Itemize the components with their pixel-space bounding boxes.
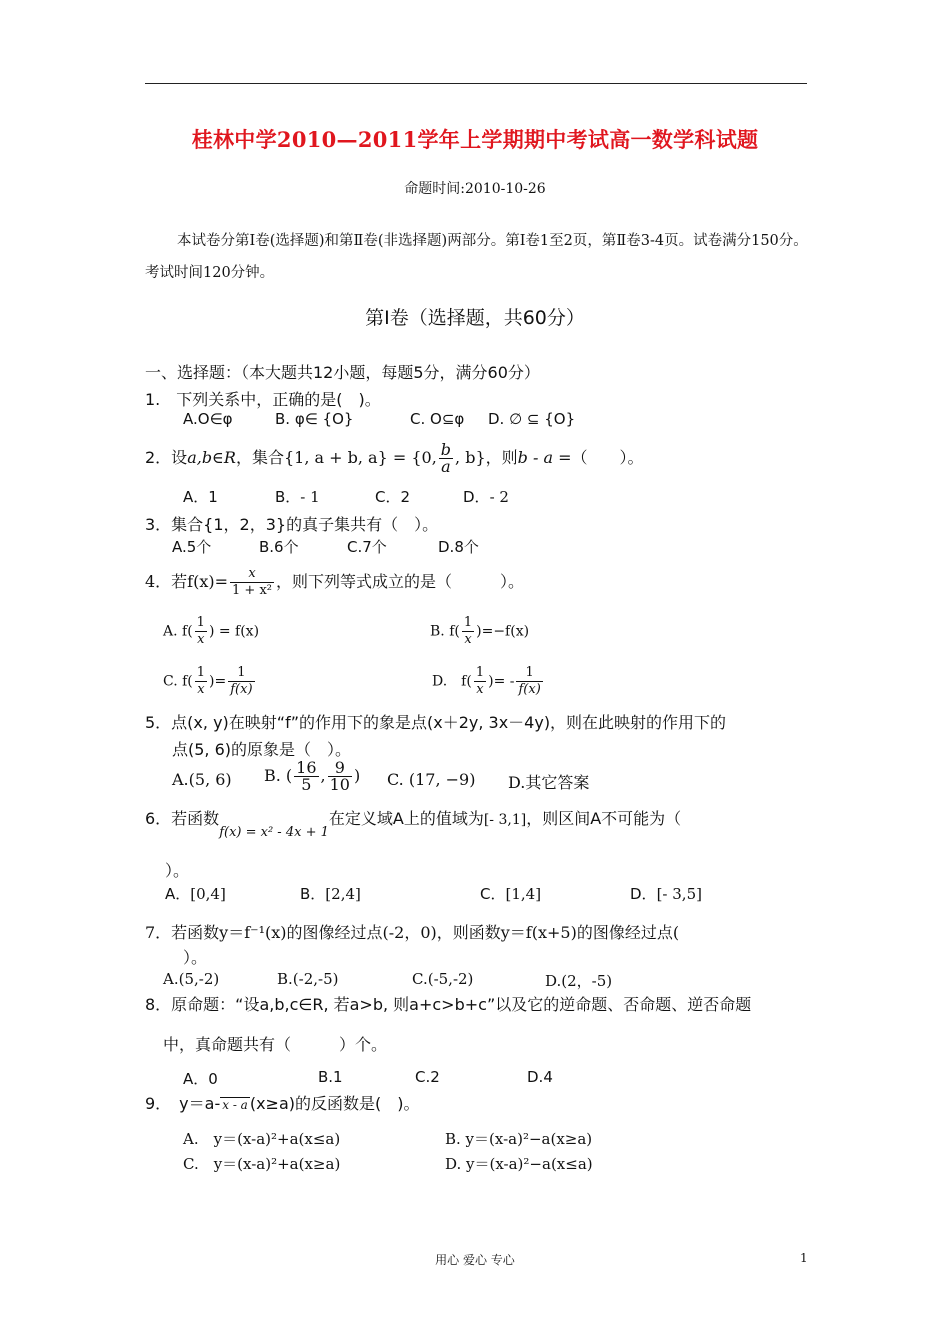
q2-stem xyxy=(145,441,644,475)
q5-line-2: 点(5, 6)的原象是（ ）。 xyxy=(172,740,352,759)
q4-d-num: 1 xyxy=(475,665,485,680)
q9-option-a: A. y＝(x-a)²+a(x≤a) xyxy=(183,1130,341,1148)
q4-option-a xyxy=(163,615,259,648)
q9-option-d: D. y＝(x-a)²−a(x≤a) xyxy=(445,1155,593,1173)
q4-option-c-frac xyxy=(195,665,207,698)
q2-fraction xyxy=(439,442,453,475)
q2-text-2: ，集合 xyxy=(235,448,284,467)
q8-line-1: 8．原命题：“设a,b,c∈R, 若a>b, 则a+c>b+c”以及它的逆命题、否命题、逆否命题 xyxy=(145,995,752,1014)
q9-text-1: 9． y＝a- xyxy=(145,1094,221,1113)
q2-text-3: ，则 xyxy=(485,448,518,467)
q4-b-num: 1 xyxy=(463,615,473,630)
q2-text-4: （ ）。 xyxy=(571,448,644,467)
q9-text-2: (x≥a)的反函数是( )。 xyxy=(249,1094,420,1113)
q8-option-c: C.2 xyxy=(415,1068,440,1086)
q5-b-post: ) xyxy=(353,766,361,785)
q4-option-c-pre: C. f( xyxy=(163,673,193,690)
q2-option-b-value: - 1 xyxy=(300,488,320,506)
q4-c-den: x xyxy=(197,682,205,697)
q4-option-d-rhs xyxy=(516,665,542,698)
q5-b-pre: B. ( xyxy=(264,766,293,785)
exam-intro: 本试卷分第Ⅰ卷(选择题)和第Ⅱ卷(非选择题)两部分。第Ⅰ卷1至2页，第Ⅱ卷3-4页。试卷满分150分。考试时间120分钟。 xyxy=(145,233,808,281)
q4-option-a-pre: A. f( xyxy=(163,623,193,640)
q6-a-label: A． xyxy=(165,885,191,903)
q7-option-a: A.(5,-2) xyxy=(163,970,220,988)
q5-b-d2: 10 xyxy=(329,775,350,794)
q4-d-den: x xyxy=(476,682,484,697)
q1-option-c: C. O⊆φ xyxy=(410,410,465,428)
q6-d-value: [- 3,5] xyxy=(656,885,702,903)
exam-date: 命题时间:2010-10-26 xyxy=(404,181,546,197)
q5-option-b: B. ( $\frac{16}{5}$ , $\frac{9}{10}$ ) xyxy=(264,758,361,794)
q4-option-c-rhs xyxy=(228,665,254,698)
q6-c-value: [1,4] xyxy=(505,885,542,903)
q5-b-n1: 16 xyxy=(296,758,317,777)
q2-frac-num: b xyxy=(440,440,452,459)
q6-option-c xyxy=(480,883,541,904)
q4-b-den: x xyxy=(464,632,472,647)
q8-line-2: 中，真命题共有（ ）个。 xyxy=(163,1035,388,1054)
q4-c-rhs-den: f(x) xyxy=(230,682,253,697)
q2-frac-den: a xyxy=(441,457,451,476)
q4-option-a-frac xyxy=(195,615,207,648)
q8-option-d: D.4 xyxy=(527,1068,553,1086)
q5-b-frac-1 xyxy=(294,760,318,793)
exam-title: 桂林中学2010—2011学年上学期期中考试高一数学科试题 xyxy=(191,127,759,152)
q5-option-d: D.其它答案 xyxy=(508,773,590,792)
q1-option-a: A.O∈φ xyxy=(183,410,233,428)
q6-option-b xyxy=(300,883,361,904)
q2-ab: a,b∈R xyxy=(187,448,236,467)
q6-function: f(x) = x² - 4x + 1 xyxy=(219,825,329,840)
q9-radical: x - a xyxy=(222,1098,248,1112)
page-footer: 用心 爱心 专心 xyxy=(435,1253,515,1267)
q4-option-d-frac xyxy=(474,665,486,698)
q7-line-1: 7．若函数y＝f⁻¹(x)的图像经过点(-2，0)，则函数y＝f(x+5)的图像经过点( xyxy=(145,923,680,942)
q4-frac-num: x xyxy=(230,566,274,583)
q2-text-1: 2．设 xyxy=(145,448,188,467)
page-number: 1 xyxy=(800,1251,808,1265)
q4-frac-den: 1 + x² xyxy=(232,583,273,598)
q1-option-b: B. φ∈ {O} xyxy=(275,410,354,428)
q5-option-c: C. (17, −9) xyxy=(387,770,476,789)
q4-a-num: 1 xyxy=(196,615,205,630)
q3-option-c: C.7个 xyxy=(347,538,387,556)
q5-b-d1: 5 xyxy=(301,775,312,794)
q2-option-d-value: - 2 xyxy=(489,488,509,506)
q6-option-d xyxy=(630,883,702,904)
q4-option-b-post: )=−f(x) xyxy=(476,623,530,640)
q3-option-d: D.8个 xyxy=(438,538,479,556)
q2-set-right: , b} xyxy=(455,448,486,467)
q4-stem xyxy=(145,565,524,599)
q2-option-d xyxy=(463,486,509,507)
q3-stem: 3．集合{1，2，3}的真子集共有（ ）。 xyxy=(145,515,439,534)
header-rule xyxy=(145,83,807,84)
q6-range: [- 3,1] xyxy=(483,812,527,828)
q6-c-label: C． xyxy=(480,885,506,903)
q2-option-b-label: B． xyxy=(275,488,301,506)
q4-c-num: 1 xyxy=(196,665,206,680)
q6-line-2: ）。 xyxy=(165,861,190,880)
q3-option-a: A.5个 xyxy=(172,538,212,556)
q1-option-d: D. ∅ ⊆ {O} xyxy=(488,410,576,428)
q4-option-c-post: )= xyxy=(209,673,227,690)
q4-c-rhs-num: 1 xyxy=(228,665,254,682)
q7-option-c: C.(-5,-2) xyxy=(412,970,474,988)
q4-option-b-pre: B. f( xyxy=(430,623,460,640)
q4-a-den: x xyxy=(197,632,205,647)
q3-option-b: B.6个 xyxy=(259,538,299,556)
q4-option-c xyxy=(163,665,257,698)
q2-set-left: {1, a + b, a} = {0, xyxy=(283,448,437,467)
q4-option-b-frac xyxy=(462,615,474,648)
q2-option-c: C．2 xyxy=(375,488,411,506)
q7-line-2: ）。 xyxy=(183,948,208,967)
q8-option-a: A．0 xyxy=(183,1070,218,1088)
q6-option-a xyxy=(165,883,226,904)
q6-d-label: D． xyxy=(630,885,657,903)
q2-option-a: A．1 xyxy=(183,488,218,506)
q4-fraction xyxy=(230,566,274,599)
q9-option-b: B. y＝(x-a)²−a(x≥a) xyxy=(445,1130,593,1148)
q6-a-value: [0,4] xyxy=(190,885,226,903)
q5-option-a: A.(5, 6) xyxy=(172,770,232,789)
q5-b-frac-2 xyxy=(328,760,352,793)
q4-text-1: 4．若f(x)= xyxy=(145,572,229,591)
q6-text-2: 在定义域A上的值域为 xyxy=(328,809,484,828)
q4-option-b xyxy=(430,615,529,648)
q1-stem: 1. 下列关系中，正确的是( )。 xyxy=(145,390,381,409)
q6-text-1: 6．若函数 xyxy=(145,809,220,828)
q5-line-1: 5．点(x, y)在映射“f”的作用下的象是点(x＋2y, 3x－4y)，则在此映射的作用下的 xyxy=(145,713,727,732)
q2-option-b xyxy=(275,486,320,507)
q2-expr: b - a = xyxy=(517,448,572,467)
q9-option-c: C. y＝(x-a)²+a(x≥a) xyxy=(183,1155,341,1173)
q7-option-d: D.(2，-5) xyxy=(545,972,613,990)
q4-option-d-post: )= - xyxy=(488,673,515,690)
q2-option-d-label: D． xyxy=(463,488,490,506)
section-title: 第I卷（选择题，共60分） xyxy=(365,307,585,329)
q6-b-label: B． xyxy=(300,885,326,903)
q9-stem xyxy=(145,1091,420,1114)
q4-option-d xyxy=(432,665,545,698)
q4-d-rhs-den: f(x) xyxy=(518,682,541,697)
q4-text-2: ，则下列等式成立的是（ ）。 xyxy=(276,572,525,591)
q5-b-n2: 9 xyxy=(328,760,352,777)
q4-option-d-pre: D. f( xyxy=(432,673,472,690)
q6-text-3: ，则区间A不可能为（ xyxy=(526,809,682,828)
part-heading: 一、选择题：（本大题共12小题，每题5分，满分60分） xyxy=(145,363,540,382)
q4-d-rhs-num: 1 xyxy=(516,665,542,682)
q8-option-b: B.1 xyxy=(318,1068,343,1086)
q6-stem xyxy=(145,808,681,844)
q7-option-b: B.(-2,-5) xyxy=(277,970,339,988)
q4-option-a-post: ) = f(x) xyxy=(208,623,260,640)
q6-b-value: [2,4] xyxy=(325,885,361,903)
